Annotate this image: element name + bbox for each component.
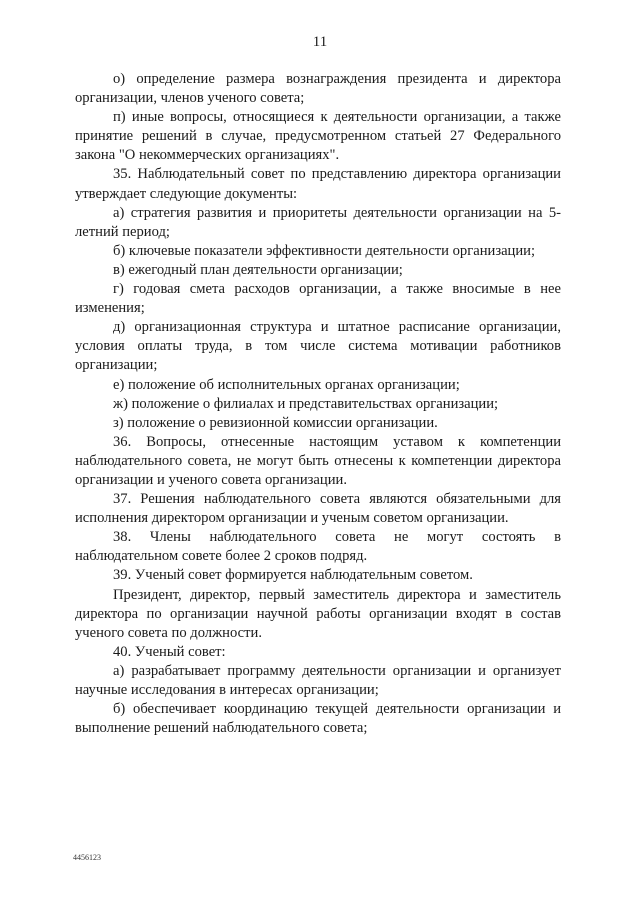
paragraph-35-v: в) ежегодный план деятельности организации;	[113, 261, 403, 278]
paragraph-40: 40. Ученый совет:	[113, 643, 226, 660]
paragraph-p: п) иные вопросы, относящиеся к деятельности организации, а также принятие решений в случае, предусмотренном статьей 27 Федерального закона "О некоммерческих организациях".	[75, 109, 561, 164]
paragraph-35-d: д) организационная структура и штатное расписание организации, условия оплаты труда, в том числе система мотивации работников организации;	[75, 319, 561, 374]
paragraph-o: о) определение размера вознаграждения президента и директора организации, членов ученого совета;	[75, 71, 561, 107]
paragraph-36: 36. Вопросы, отнесенные настоящим уставом к компетенции наблюдательного совета, не могут быть отнесены к компетенции директора организации и ученого совета организации.	[75, 433, 561, 488]
paragraph-39: 39. Ученый совет формируется наблюдательным советом.	[113, 567, 473, 584]
paragraph-35: 35. Наблюдательный совет по представлению директора организации утверждает следующие документы:	[75, 166, 561, 202]
paragraph-38: 38. Члены наблюдательного совета не могут состоять в наблюдательном совете более 2 сроков подряд.	[75, 529, 561, 565]
paragraph-35-b: б) ключевые показатели эффективности деятельности организации;	[113, 242, 536, 259]
paragraph-35-a: а) стратегия развития и приоритеты деятельности организации на 5-летний период;	[75, 204, 561, 240]
document-code: 4456123	[73, 853, 101, 862]
paragraph-35-zh: ж) положение о филиалах и представительствах организации;	[113, 395, 499, 412]
document-body	[75, 70, 561, 738]
paragraph-35-g: г) годовая смета расходов организации, а также вносимые в нее изменения;	[75, 281, 561, 317]
paragraph-39-continued: Президент, директор, первый заместитель директора и заместитель директора по организации научной работы организации входят в состав ученого совета по должности.	[75, 586, 561, 641]
paragraph-35-z: з) положение о ревизионной комиссии организации.	[113, 414, 438, 431]
paragraph-37: 37. Решения наблюдательного совета являются обязательными для исполнения директором организации и ученым советом организации.	[75, 491, 561, 527]
paragraph-40-a: а) разрабатывает программу деятельности организации и организует научные исследования в интересах организации;	[75, 662, 561, 698]
page-number: 11	[312, 34, 328, 50]
paragraph-35-e: е) положение об исполнительных органах организации;	[113, 376, 460, 393]
paragraph-40-b: б) обеспечивает координацию текущей деятельности организации и выполнение решений наблюдательного совета;	[75, 701, 561, 737]
